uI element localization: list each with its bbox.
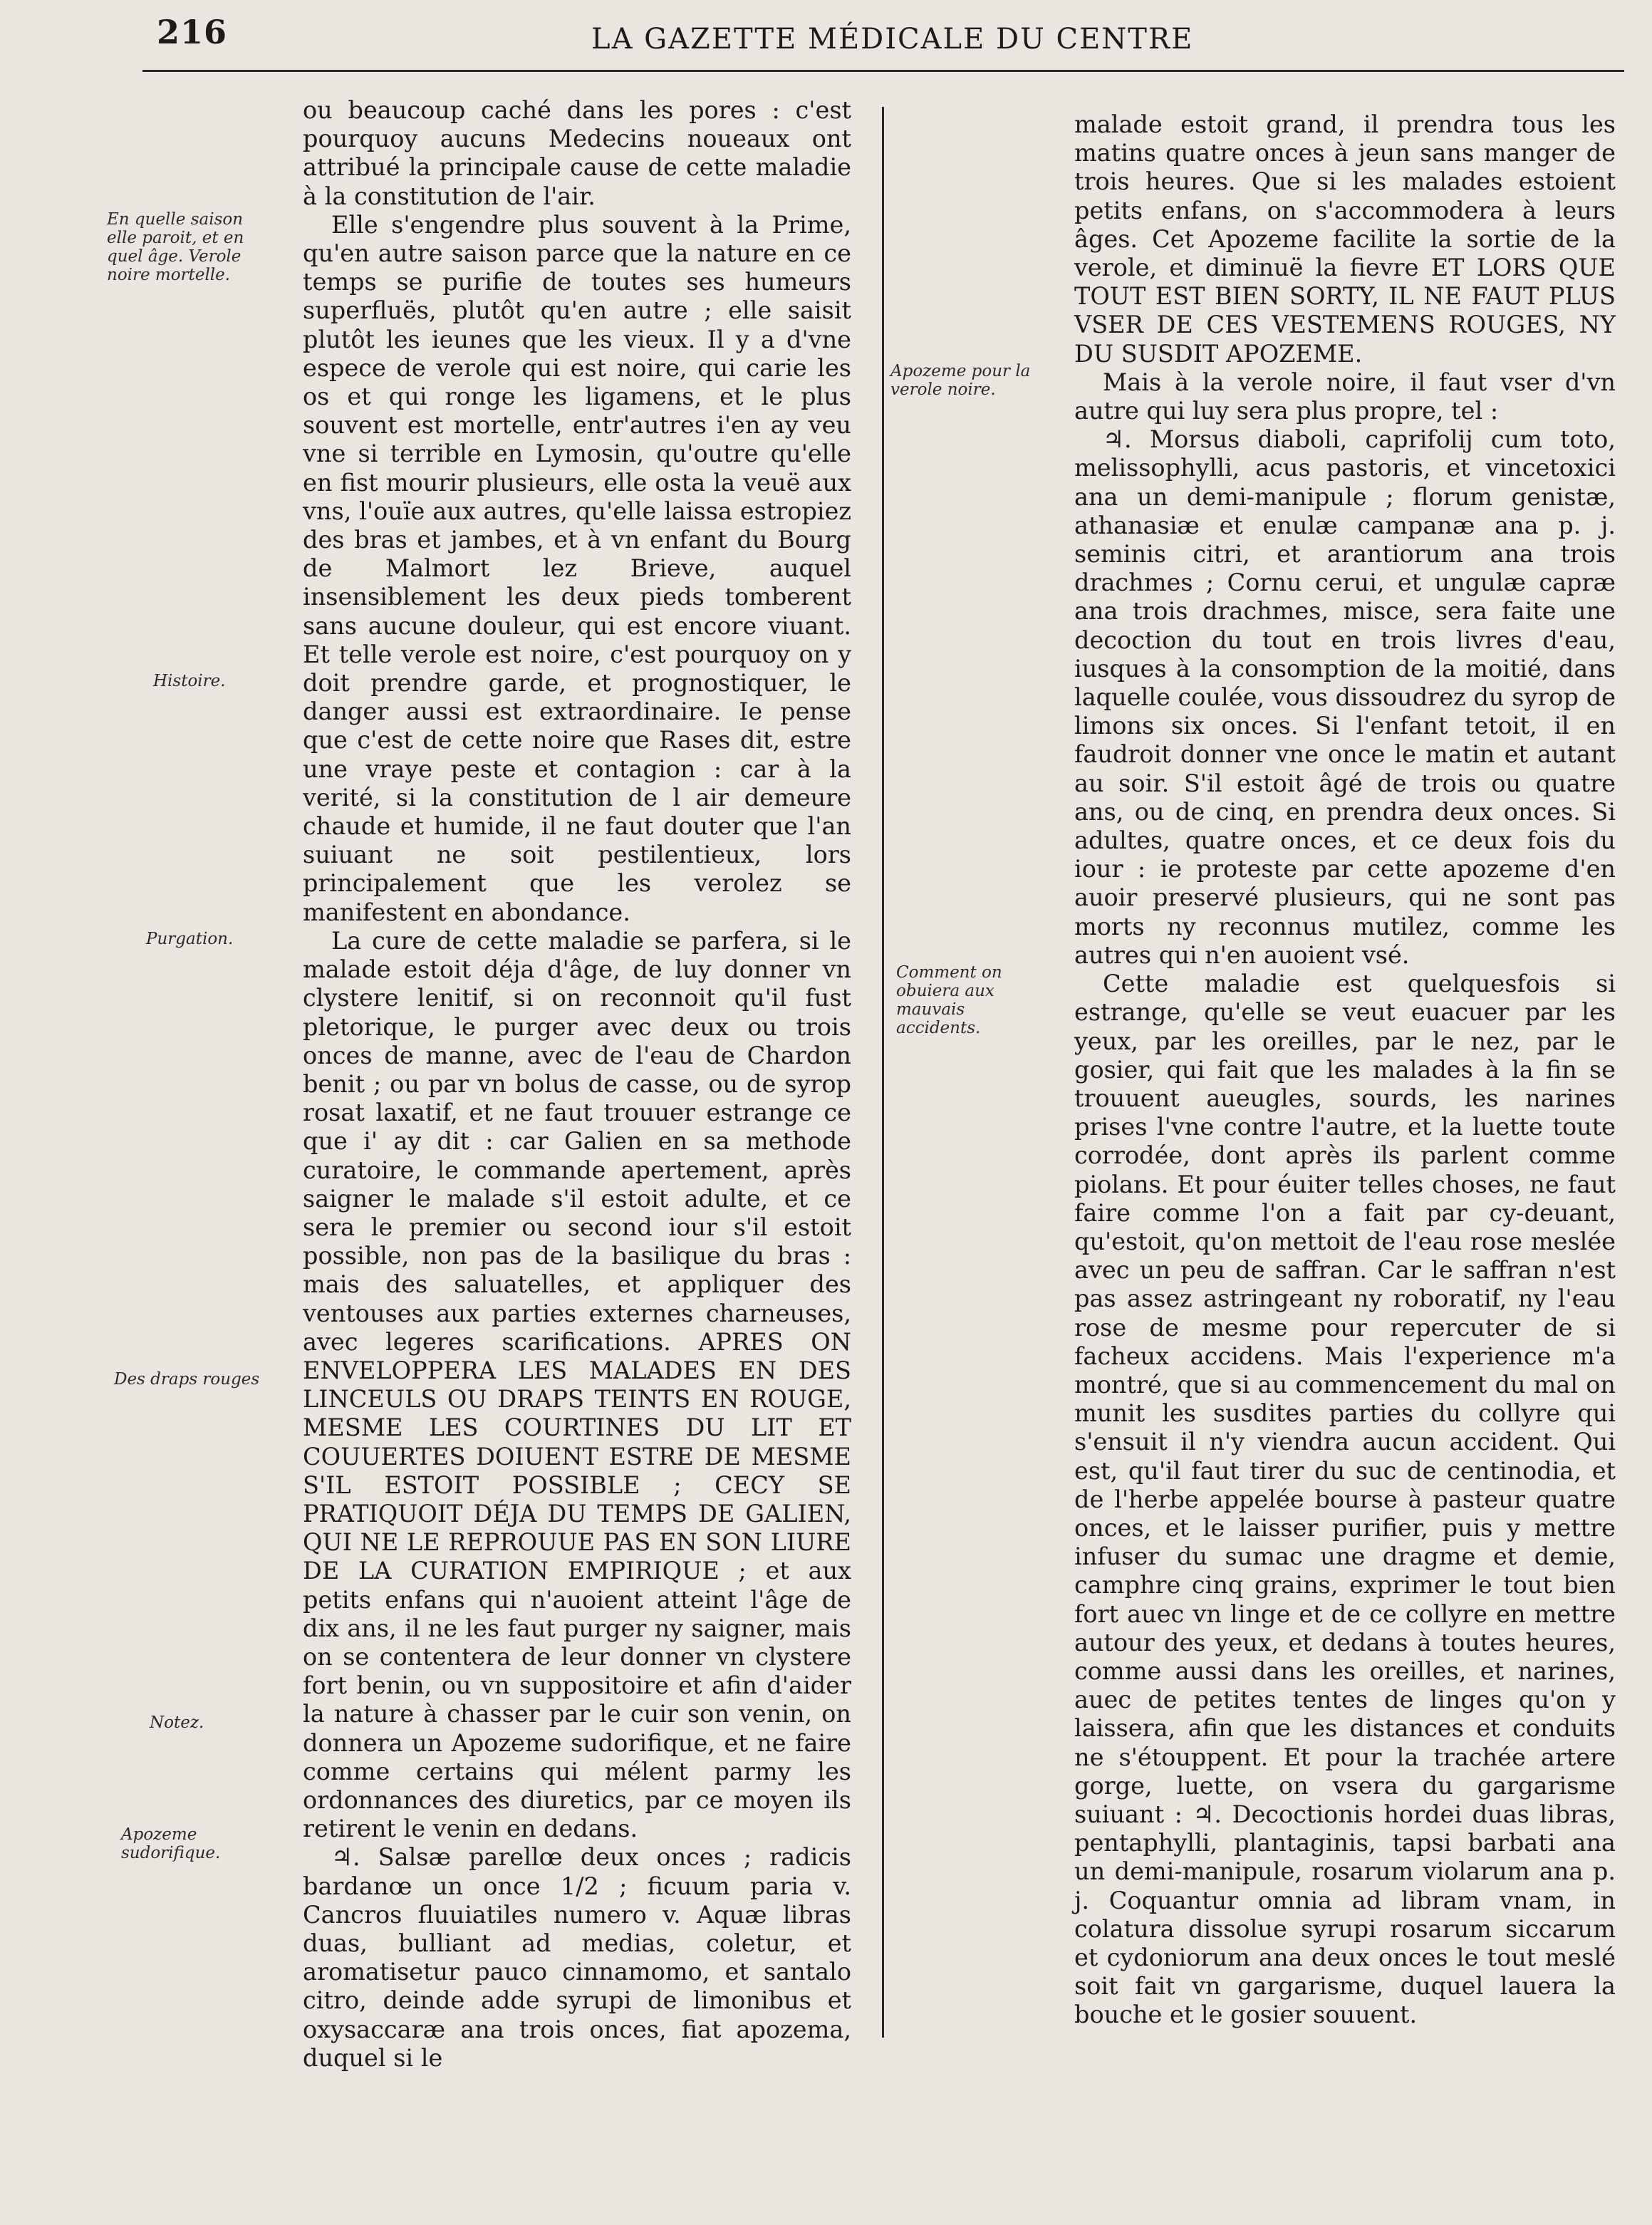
column-divider	[882, 107, 884, 2038]
margin-note: Histoire.	[153, 672, 226, 690]
paragraph: ♃. Salsæ parellœ deux onces ; radicis bardanœ un once 1/2 ; ficuum paria v. Cancros fluuiatiles numero v. Aquæ libras duas, bulliant ad medias, coletur, et aromatisetur pauco cinnamomo, et santalo citro, deinde adde syrupi de limonibus et oxysaccaræ ana trois onces, fiat apozema, duquel si le	[303, 1843, 851, 2072]
margin-note: En quelle saison elle paroit, et en quel âge. Verole noire mortelle.	[107, 210, 244, 284]
page-number: 216	[157, 13, 228, 51]
margin-note: Purgation.	[146, 930, 234, 948]
paragraph: Elle s'engendre plus souvent à la Prime, qu'en autre saison parce que la nature en ce temps se purifie de toutes ses humeurs superfluës, plutôt qu'en autre ; elle saisit plutôt les ieunes que les vieux. Il y a d'vne espece de verole qui est noire, qui carie les os et qui ronge les ligamens, et le plus souvent est mortelle, entr'autres i'en ay veu vne si terrible en Lymosin, qu'outre qu'elle en fist mourir plusieurs, elle osta la veuë aux vns, l'ouïe aux autres, qu'elle laissa estropiez des bras et jambes, et à vn enfant du Bourg de Malmort lez Brieve, auquel insensiblement les deux pieds tomberent sans aucune douleur, qui est encore viuant. Et telle verole est noire, c'est pourquoy on y doit prendre garde, et prognostiquer, le danger aussi est extraordinaire. Ie pense que c'est de cette noire que Rases dit, estre une vraye peste et contagion : car à la verité, si la constitution de l air demeure chaude et humide, il ne faut douter que l'an suiuant ne soit pestilentieux, lors principalement que les verolez se manifestent en abondance.	[303, 210, 851, 926]
paragraph: Cette maladie est quelquesfois si estrange, qu'elle se veut euacuer par les yeux, par les oreilles, par le nez, par le gosier, qui fait que les malades à la fin se trouuent aueugles, sourds, les narines prises l'vne contre l'autre, et la luette toute corrodée, dont après ils parlent comme piolans. Et pour éuiter telles choses, ne faut faire comme l'on a fait par cy-deuant, qu'estoit, qu'on mettoit de l'eau rose meslée avec un peu de saffran. Car le saffran n'est pas assez astringeant ny roboratif, ny l'eau rose de mesme pour repercuter de si facheux accidens. Mais l'experience m'a montré, que si au commencement du mal on munit les susdites parties du collyre qui s'ensuit il n'y viendra aucun accident. Qui est, qu'il faut tirer du suc de centinodia, et de l'herbe appelée bourse à pasteur quatre onces, et le laisser purifier, puis y mettre infuser du sumac une dragme et demie, camphre cinq grains, exprimer le tout bien fort auec vn linge et de ce collyre en mettre autour des yeux, et dedans à toutes heures, comme aussi dans les oreilles, et narines, auec de petites tentes de linges qu'on y laissera, afin que les distances et conduits ne s'étouppent. Et pour la trachée artere gorge, luette, on vsera du gargarisme suiuant : ♃. Decoctionis hordei duas libras, pentaphylli, plantaginis, tapsi barbati ana un demi-manipule, rosarum violarum ana p. j. Coquantur omnia ad libram vnam, in colatura dissolue syrupi rosarum siccarum et cydoniorum ana deux onces le tout meslé soit fait vn gargarisme, duquel lauera la bouche et le gosier souuent.	[1074, 970, 1616, 2029]
margin-note: Apozeme pour la verole noire.	[890, 362, 1031, 399]
margin-note: Notez.	[150, 1713, 204, 1732]
paragraph: malade estoit grand, il prendra tous les matins quatre onces à jeun sans manger de trois heures. Que si les malades estoient petits enfans, on s'accommodera à leurs âges. Cet Apozeme facilite la sortie de la verole, et diminuë la fievre ET LORS QUE TOUT EST BIEN SORTY, IL NE FAUT PLUS VSER DE CES VESTEMENS ROUGES, NY DU SUSDIT APOZEME.	[1074, 110, 1616, 368]
paragraph: ou beaucoup caché dans les pores : c'est pourquoy aucuns Medecins noueaux ont attribué la principale cause de cette maladie à la constitution de l'air.	[303, 96, 851, 210]
running-head: LA GAZETTE MÉDICALE DU CENTRE	[591, 23, 1194, 56]
margin-note: Comment on obuiera aux mauvais accidents.	[896, 963, 1002, 1037]
paragraph: ♃. Morsus diaboli, caprifolij cum toto, melissophylli, acus pastoris, et vincetoxici ana un demi-manipule ; florum genistæ, athanasiæ et enulæ campanæ ana p. j. seminis citri, et arantiorum ana trois drachmes ; Cornu cerui, et ungulæ capræ ana trois drachmes, misce, sera faite une decoction du tout en trois livres d'eau, iusques à la consomption de la moitié, dans laquelle coulée, vous dissoudrez du syrop de limons six onces. Si l'enfant tetoit, il en faudroit donner vne once le matin et autant au soir. S'il estoit âgé de trois ou quatre ans, ou de cinq, en prendra deux onces. Si adultes, quatre onces, et ce deux fois du iour : ie proteste par cette apozeme d'en auoir preservé plusieurs, qui ne sont pas morts ny reconnus mutilez, comme les autres qui n'en auoient vsé.	[1074, 425, 1616, 969]
paragraph: La cure de cette maladie se parfera, si le malade estoit déja d'âge, de luy donner vn clystere lenitif, si on reconnoit qu'il fust pletorique, le purger avec deux ou trois onces de manne, avec de l'eau de Chardon benit ; ou par vn bolus de casse, ou de syrop rosat laxatif, et ne faut trouuer estrange ce que i' ay dit : car Galien en sa methode curatoire, le commande apertement, après saigner le malade s'il estoit adulte, et ce sera le premier ou second iour s'il estoit possible, non pas de la basilique du bras : mais des saluatelles, et appliquer des ventouses aux parties externes charneuses, avec legeres scarifications. APRES ON ENVELOPPERA LES MALADES EN DES LINCEULS OU DRAPS TEINTS EN ROUGE, MESME LES COURTINES DU LIT ET COUUERTES DOIUENT ESTRE DE MESME S'IL ESTOIT POSSIBLE ; CECY SE PRATIQUOIT DÉJA DU TEMPS DE GALIEN, QUI NE LE REPROUUE PAS EN SON LIURE DE LA CURATION EMPIRIQUE ; et aux petits enfans qui n'auoient atteint l'âge de dix ans, il ne les faut purger ny saigner, mais on se contentera de leur donner vn clystere fort benin, ou vn suppositoire et afin d'aider la nature à chasser par le cuir son venin, on donnera un Apozeme sudorifique, et ne faire comme certains qui mélent parmy les ordonnances des diuretics, par ce moyen ils retirent le venin en dedans.	[303, 926, 851, 1843]
paragraph: Mais à la verole noire, il faut vser d'vn autre qui luy sera plus propre, tel :	[1074, 368, 1616, 425]
header-rule	[142, 70, 1624, 72]
right-text-column	[1074, 110, 1616, 2030]
margin-note: Des draps rouges	[114, 1370, 260, 1389]
margin-note: Apozeme sudorifique.	[121, 1825, 221, 1862]
left-text-column	[303, 96, 851, 2073]
